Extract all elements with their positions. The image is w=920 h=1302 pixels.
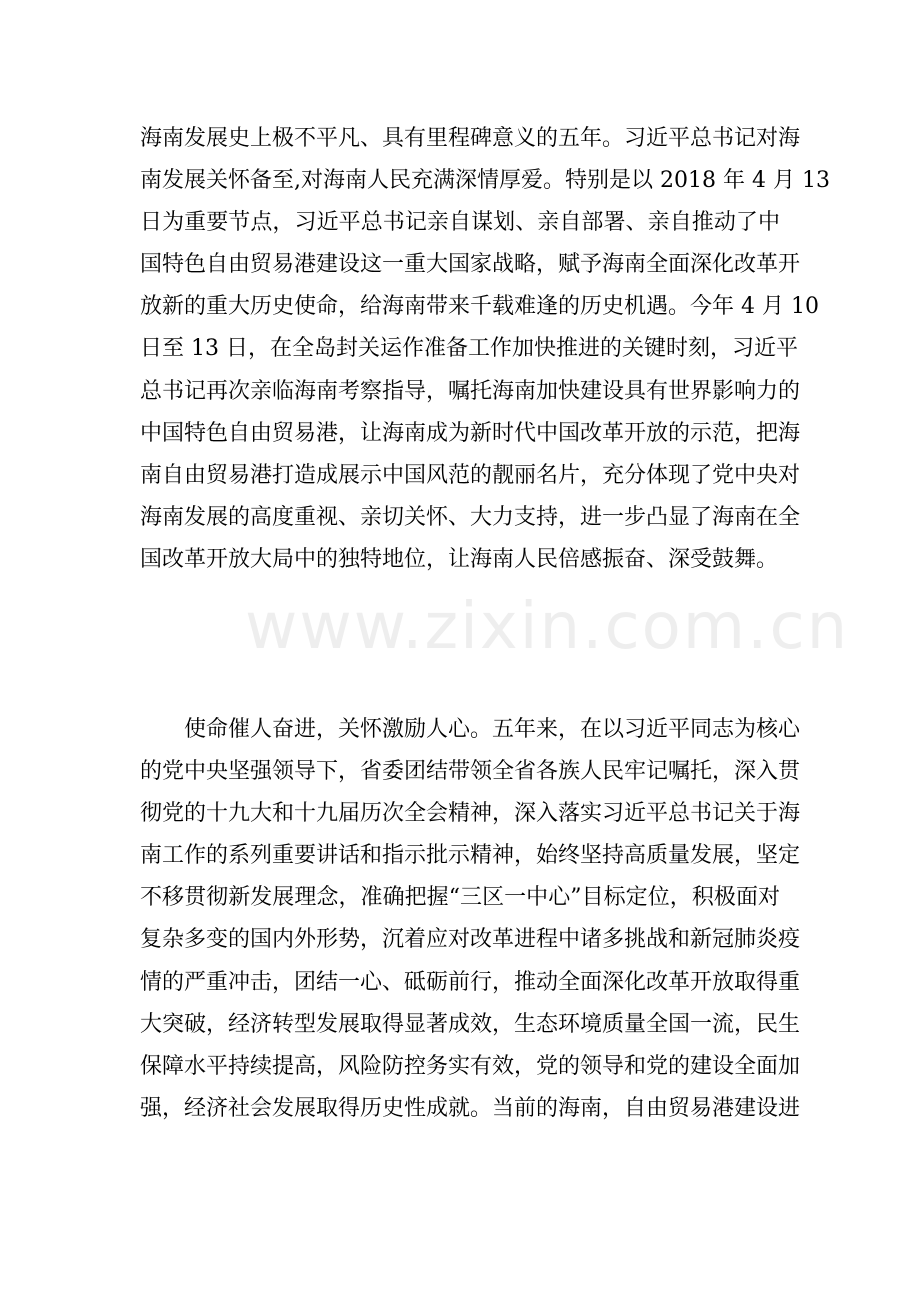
text-line: 复杂多变的国内外形势，沉着应对改革进程中诸多挑战和新冠肺炎疫 bbox=[140, 927, 801, 953]
text-line: 国特色自由贸易港建设这一重大国家战略，赋予海南全面深化改革开 bbox=[140, 252, 801, 278]
text-line: 南自由贸易港打造成展示中国风范的靓丽名片，充分体现了党中央对 bbox=[140, 462, 801, 488]
text-line: 南工作的系列重要讲话和指示批示精神，始终坚持高质量发展，坚定 bbox=[140, 843, 801, 869]
text-line: 大突破，经济转型发展取得显著成效，生态环境质量全国一流，民生 bbox=[140, 1011, 801, 1037]
text-line: 的党中央坚强领导下，省委团结带领全省各族人民牢记嘱托，深入贯 bbox=[140, 759, 801, 785]
text-line: 总书记再次亲临海南考察指导，嘱托海南加快建设具有世界影响力的 bbox=[140, 378, 801, 404]
text-line: 日至 13 日，在全岛封关运作准备工作加快推进的关键时刻，习近平 bbox=[140, 336, 798, 362]
text-line: 日为重要节点，习近平总书记亲自谋划、亲自部署、亲自推动了中 bbox=[140, 210, 780, 236]
text-line: 保障水平持续提高，风险防控务实有效，党的领导和党的建设全面加 bbox=[140, 1053, 801, 1079]
text-line: 放新的重大历史使命，给海南带来千载难逢的历史机遇。今年 4 月 10 bbox=[140, 294, 819, 320]
text-line: 不移贯彻新发展理念，准确把握“三区一中心”目标定位，积极面对 bbox=[140, 885, 780, 911]
text-line: 使命催人奋进，关怀激励人心。五年来，在以习近平同志为核心 bbox=[140, 717, 801, 742]
watermark: www.zixin.com.cn bbox=[245, 590, 850, 664]
text-line: 南发展关怀备至,对海南人民充满深情厚爱。特别是以 2018 年 4 月 13 bbox=[140, 168, 830, 194]
text-line: 彻党的十九大和十九届历次全会精神，深入落实习近平总书记关于海 bbox=[140, 801, 801, 827]
paragraph-1 bbox=[140, 118, 830, 581]
text-line: 情的严重冲击，团结一心、砥砺前行，推动全面深化改革开放取得重 bbox=[140, 969, 801, 995]
text-line: 强，经济社会发展取得历史性成就。当前的海南，自由贸易港建设进 bbox=[140, 1095, 801, 1121]
text-line: 海南发展的高度重视、亲切关怀、大力支持，进一步凸显了海南在全 bbox=[140, 504, 801, 530]
text-line: 中国特色自由贸易港，让海南成为新时代中国改革开放的示范，把海 bbox=[140, 420, 801, 446]
text-line: 海南发展史上极不平凡、具有里程碑意义的五年。习近平总书记对海 bbox=[140, 126, 801, 151]
text-line: 国改革开放大局中的独特地位，让海南人民倍感振奋、深受鼓舞。 bbox=[140, 546, 779, 572]
paragraph-2 bbox=[140, 709, 801, 1130]
